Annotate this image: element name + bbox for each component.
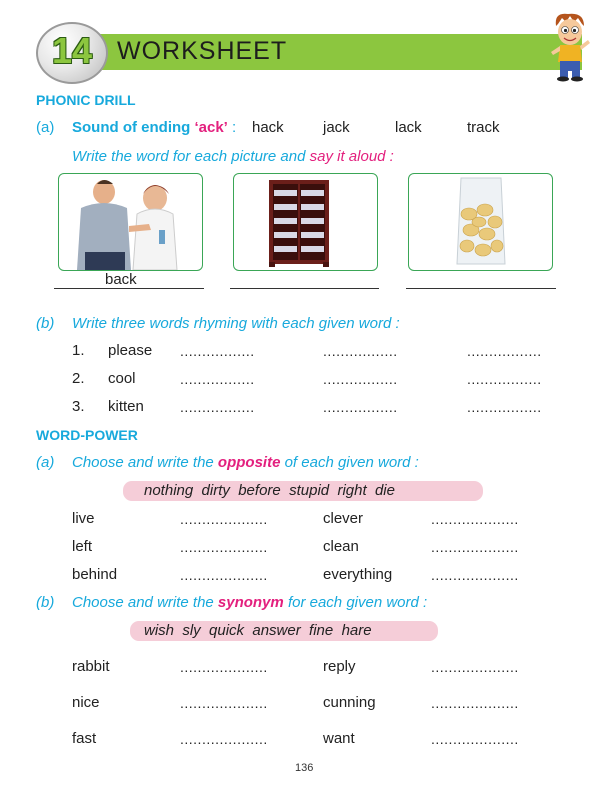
- opposite-instruction-suffix: of each given word :: [280, 454, 419, 471]
- answer-blank[interactable]: ....................: [180, 659, 268, 675]
- answer-line-2[interactable]: [230, 288, 379, 289]
- answer-blank[interactable]: ....................: [180, 731, 268, 747]
- opposite-word-5: clean: [323, 538, 359, 555]
- answer-blank[interactable]: ....................: [180, 511, 268, 527]
- rhyme-blank[interactable]: .................: [180, 343, 255, 359]
- rhyme-blank[interactable]: .................: [323, 343, 398, 359]
- synonym-word-bank-text: wish sly quick answer fine hare: [144, 622, 372, 639]
- synonym-key: synonym: [217, 594, 284, 611]
- synonym-word-5: cunning: [323, 694, 376, 711]
- ack-word-2: jack: [323, 119, 350, 136]
- ack-colon: :: [227, 119, 237, 136]
- say-it-aloud: say it aloud :: [309, 148, 394, 165]
- synonym-word-3: fast: [72, 730, 97, 747]
- synonym-word-1: rabbit: [72, 658, 110, 675]
- rhyme-blank[interactable]: .................: [180, 371, 255, 387]
- synonym-instruction-text: Choose and write the: [72, 594, 218, 611]
- opposite-word-6: everything: [323, 566, 393, 583]
- picture-box-snack: [408, 173, 553, 271]
- cd-rack-picture-icon: [234, 174, 377, 270]
- rhyme-blank[interactable]: .................: [467, 371, 542, 387]
- answer-blank[interactable]: ....................: [180, 695, 268, 711]
- part-b-label: (b): [36, 315, 55, 332]
- rhyme-num-3: 3.: [72, 398, 85, 415]
- synonym-word-6: want: [323, 730, 355, 747]
- picture-box-rack: [233, 173, 378, 271]
- rhyme-word-2: cool: [108, 370, 136, 387]
- answer-blank[interactable]: ....................: [431, 539, 519, 555]
- synonym-instruction: [72, 594, 427, 611]
- back-pain-picture-icon: [59, 174, 202, 270]
- opposite-word-2: left: [72, 538, 93, 555]
- wp-part-b-label: (b): [36, 594, 55, 611]
- ack-key: ‘ack’: [194, 119, 228, 136]
- opposite-instruction-text: Choose and write the: [72, 454, 218, 471]
- opposite-instruction: [72, 454, 419, 471]
- synonym-instruction-suffix: for each given word :: [283, 594, 428, 611]
- word-power-heading: WORD-POWER: [36, 427, 138, 443]
- rhyme-word-3: kitten: [108, 398, 144, 415]
- answer-blank[interactable]: ....................: [431, 731, 519, 747]
- answer-blank[interactable]: ....................: [431, 659, 519, 675]
- answer-blank[interactable]: ....................: [431, 567, 519, 583]
- answer-blank[interactable]: ....................: [431, 511, 519, 527]
- ack-word-4: track: [467, 119, 500, 136]
- ack-word-1: hack: [252, 119, 284, 136]
- rhyme-instruction: Write three words rhyming with each given word :: [72, 315, 400, 332]
- synonym-word-2: nice: [72, 694, 100, 711]
- ack-intro-text: Sound of ending: [72, 119, 195, 136]
- snack-bag-picture-icon: [409, 174, 552, 270]
- part-a-label: (a): [36, 119, 55, 136]
- opposite-word-1: live: [72, 510, 95, 527]
- opposite-word-4: clever: [323, 510, 364, 527]
- answer-blank[interactable]: ....................: [431, 695, 519, 711]
- rhyme-blank[interactable]: .................: [323, 371, 398, 387]
- answer-line-3[interactable]: [406, 288, 556, 289]
- opposite-word-bank-text: nothing dirty before stupid right die: [144, 482, 395, 499]
- rhyme-num-1: 1.: [72, 342, 85, 359]
- chapter-number: 14: [51, 30, 93, 71]
- rhyme-word-1: please: [108, 342, 153, 359]
- rhyme-blank[interactable]: .................: [467, 343, 542, 359]
- picture-instruction: [72, 148, 394, 165]
- picture-instruction-text: Write the word for each picture and: [72, 148, 310, 165]
- ack-intro: [72, 119, 236, 136]
- answer-blank[interactable]: ....................: [180, 567, 268, 583]
- rhyme-num-2: 2.: [72, 370, 85, 387]
- ack-word-3: lack: [395, 119, 422, 136]
- answer-blank[interactable]: ....................: [180, 539, 268, 555]
- page-title: WORKSHEET: [117, 37, 288, 65]
- rhyme-blank[interactable]: .................: [323, 399, 398, 415]
- phonic-drill-heading: PHONIC DRILL: [36, 92, 136, 108]
- opposite-key: opposite: [217, 454, 281, 471]
- answer-back: back: [105, 271, 137, 288]
- page-number: 136: [295, 762, 314, 774]
- cartoon-boy-icon: [548, 12, 592, 82]
- rhyme-blank[interactable]: .................: [467, 399, 542, 415]
- answer-line-1[interactable]: [54, 288, 204, 289]
- wp-part-a-label: (a): [36, 454, 55, 471]
- synonym-word-4: reply: [323, 658, 356, 675]
- rhyme-blank[interactable]: .................: [180, 399, 255, 415]
- opposite-word-3: behind: [72, 566, 118, 583]
- picture-box-back: [58, 173, 203, 271]
